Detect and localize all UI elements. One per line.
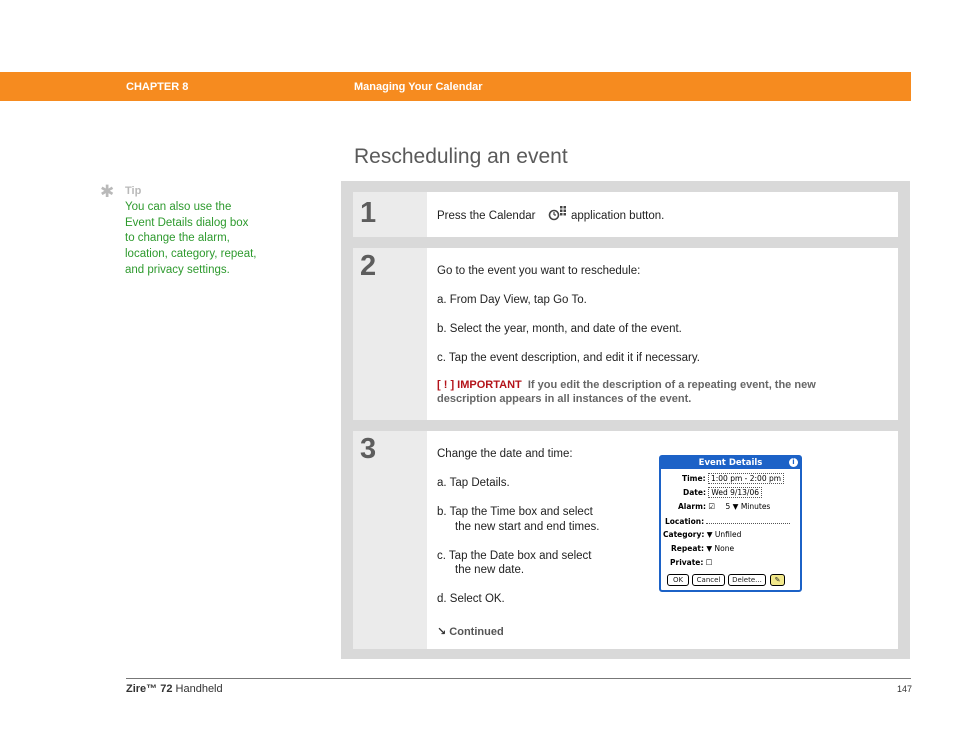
location-field[interactable] — [706, 516, 790, 524]
continued-link[interactable] — [437, 625, 504, 638]
ok-button[interactable]: OK — [667, 574, 689, 586]
step-3-intro: Change the date and time: — [437, 448, 573, 460]
calendar-app-icon — [548, 204, 568, 221]
section-title: Managing Your Calendar — [354, 81, 483, 93]
category-row — [663, 530, 741, 539]
private-label: Private: — [670, 558, 704, 567]
product-name: Zire™ 72 — [126, 683, 173, 695]
footer-product — [126, 683, 223, 695]
dialog-title-bar — [661, 457, 800, 469]
list-item: a. From Day View, tap Go To. — [437, 294, 587, 306]
date-row — [683, 488, 762, 497]
category-label: Category: — [663, 530, 705, 539]
list-item: b. Select the year, month, and date of the event. — [437, 323, 682, 335]
private-row — [670, 558, 713, 567]
date-label: Date: — [683, 488, 706, 497]
tip-line: You can also use the — [125, 201, 232, 213]
private-checkbox[interactable]: ☐ — [705, 558, 713, 567]
tip-asterisk-icon: ✱ — [100, 182, 115, 201]
important-label: IMPORTANT — [457, 379, 522, 391]
list-item: a. Tap Details. — [437, 477, 510, 489]
repeat-value[interactable]: None — [714, 544, 735, 553]
step-number: 1 — [360, 197, 377, 229]
time-row — [682, 474, 784, 483]
important-note — [437, 378, 877, 406]
time-box[interactable]: 1:00 pm - 2:00 pm — [708, 473, 784, 484]
important-text: If you edit the description of a repeating event, the new description appears in all instances of the event. — [437, 379, 816, 405]
chapter-label: CHAPTER 8 — [126, 81, 189, 93]
tip-line: location, category, repeat, — [125, 248, 257, 261]
footer-divider — [126, 678, 911, 679]
alarm-row — [678, 502, 770, 511]
event-details-dialog — [659, 455, 802, 592]
step-number: 3 — [360, 433, 377, 465]
chevron-down-icon[interactable]: ▼ — [706, 530, 713, 539]
alarm-value[interactable]: 5 — [725, 502, 731, 511]
list-item: c. Tap the event description, and edit it if necessary. — [437, 352, 700, 364]
delete-button[interactable]: Delete... — [728, 574, 766, 586]
tip-line: Event Details dialog box — [125, 216, 249, 229]
repeat-row — [671, 544, 734, 553]
tip-text — [125, 200, 275, 279]
chevron-down-icon[interactable]: ▼ — [706, 544, 713, 553]
arrow-down-right-icon: ↘ — [437, 626, 447, 638]
list-item: c. Tap the Date box and select — [437, 550, 592, 562]
tip-line: to change the alarm, — [125, 232, 230, 245]
date-box[interactable]: Wed 9/13/06 — [708, 487, 762, 498]
repeat-label: Repeat: — [671, 544, 704, 553]
location-label: Location: — [665, 517, 705, 526]
step-2-intro: Go to the event you want to reschedule: — [437, 265, 641, 277]
continued-label: Continued — [449, 626, 504, 638]
time-label: Time: — [682, 474, 706, 483]
page-title: Rescheduling an event — [354, 145, 568, 168]
list-item: b. Tap the Time box and select — [437, 506, 593, 518]
dialog-title: Event Details — [698, 458, 763, 468]
alarm-checkbox[interactable]: ☑ — [708, 502, 716, 511]
page-number: 147 — [897, 684, 913, 694]
list-item-cont: the new date. — [455, 564, 525, 576]
chevron-down-icon[interactable]: ▼ — [732, 502, 739, 511]
important-icon: [ ! ] — [437, 379, 455, 391]
step-number: 2 — [360, 250, 377, 282]
info-icon[interactable]: i — [789, 458, 798, 467]
list-item-cont: the new start and end times. — [455, 521, 600, 533]
step-1-text-after: application button. — [571, 210, 665, 222]
alarm-label: Alarm: — [678, 502, 706, 511]
tip-label: Tip — [125, 185, 142, 197]
category-value[interactable]: Unfiled — [714, 530, 742, 539]
cancel-button[interactable]: Cancel — [692, 574, 725, 586]
note-icon[interactable]: ✎ — [770, 574, 785, 586]
step-1-text: Press the Calendar — [437, 210, 536, 222]
alarm-unit[interactable]: Minutes — [740, 502, 771, 511]
list-item: d. Select OK. — [437, 593, 505, 605]
location-row — [665, 516, 790, 526]
tip-line: and privacy settings. — [125, 263, 230, 276]
product-suffix: Handheld — [172, 683, 223, 695]
